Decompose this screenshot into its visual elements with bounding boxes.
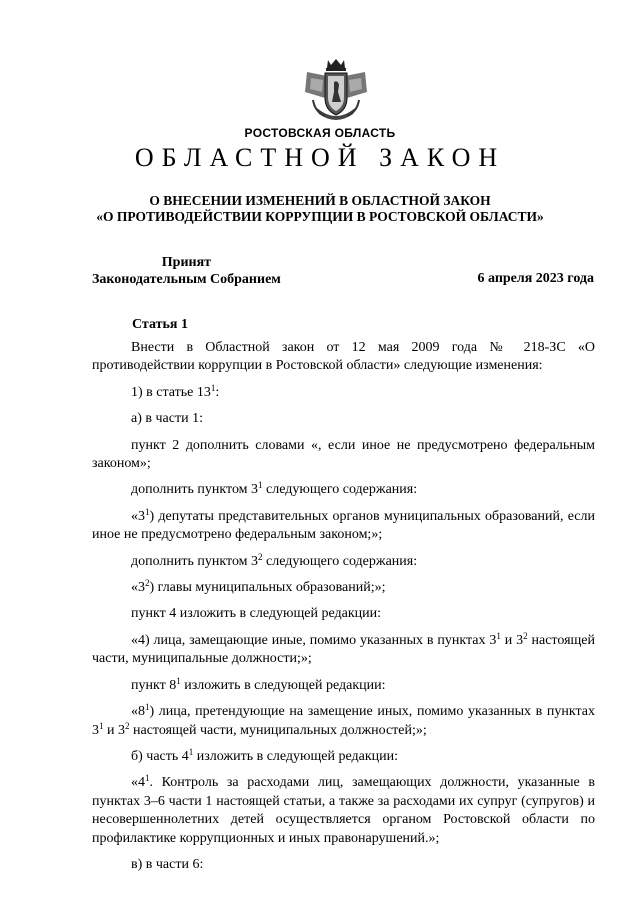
paragraph: «4) лица, замещающие иные, помимо указанных в пунктах $3^1$ и $3^2$ настоящей части, муниципальные должности;»; [92, 630, 596, 667]
paragraph: «$4^1$. Контроль за расходами лиц, замещающих должности, указанные в пунктах 3–6 части 1 настоящей статьи, а также за расходами их супруг (супругов) и несовершеннолетних детей осуществляется органом Ростовской области по профилактике коррупционных и иных правонарушений.»; [92, 773, 595, 846]
adoption-block [92, 254, 281, 288]
paragraph: Внести в Областной закон от 12 мая 2009 года № 218-ЗС «О противодействии коррупции в Ростовской области» следующие изменения: [92, 340, 595, 374]
paragraph: пункт 2 дополнить словами «, если иное не предусмотрено федеральным законом»; [92, 437, 595, 472]
coat-of-arms-icon [301, 58, 371, 124]
paragraph: «$3^1$) депутаты представительных органов муниципальных образований, если иное не предусмотрено федеральным законом;»; [92, 506, 595, 543]
paragraph: пункт $8^1$ изложить в следующей редакции: [131, 675, 386, 693]
subtitle-line: О ВНЕСЕНИИ ИЗМЕНЕНИЙ В ОБЛАСТНОЙ ЗАКОН [149, 193, 491, 208]
paragraph: «$3^2$) главы муниципальных образований;»; [131, 578, 386, 596]
paragraph: а) в части 1: [131, 411, 203, 427]
article-heading: Статья 1 [132, 317, 188, 332]
paragraph: дополнить пунктом $3^1$ следующего содержания: [131, 480, 418, 498]
law-subtitle [0, 193, 640, 225]
document-type-title: ОБЛАСТНОЙ ЗАКОН [134, 143, 506, 172]
paragraph: в) в части 6: [131, 856, 204, 872]
adoption-line: Законодательным Собранием [92, 272, 281, 287]
paragraph: пункт 4 изложить в следующей редакции: [131, 606, 381, 622]
paragraph: «$8^1$) лица, претендующие на замещение иных, помимо указанных в пунктах $3^1$ и $3^2$ настоящей части, муниципальных должностей;»; [92, 702, 595, 738]
adoption-date: 6 апреля 2023 года [477, 271, 594, 286]
paragraph: 1) в статье $13^1$: [131, 382, 220, 400]
adoption-line: Принят [161, 255, 212, 270]
region-name: РОСТОВСКАЯ ОБЛАСТЬ [244, 126, 396, 140]
paragraph: дополнить пунктом $3^2$ следующего содержания: [131, 551, 418, 569]
paragraph: б) часть $4^1$ изложить в следующей редакции: [131, 746, 399, 764]
subtitle-line: «О ПРОТИВОДЕЙСТВИИ КОРРУПЦИИ В РОСТОВСКОЙ ОБЛАСТИ» [96, 209, 544, 224]
article-body [92, 339, 595, 874]
